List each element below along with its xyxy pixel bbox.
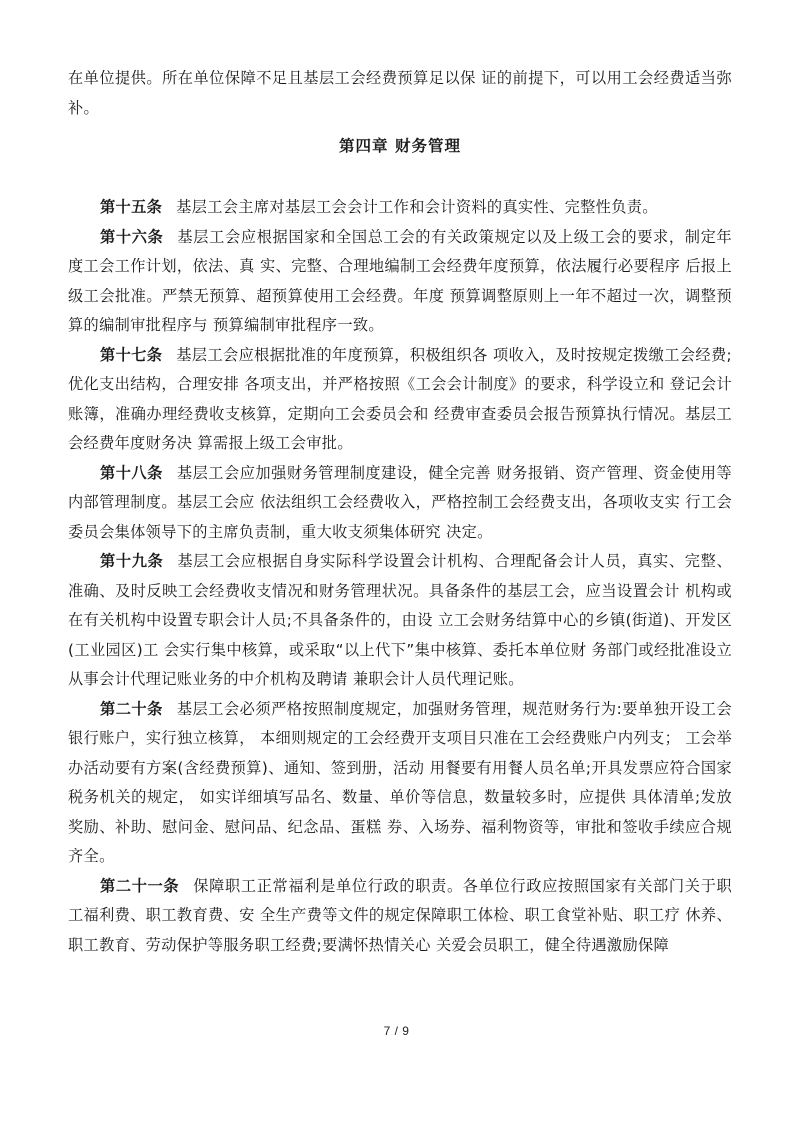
article-body: 保障职工正常福利是单位行政的职责。各单位行政应按照国家有关部门关于职工福利费、职工教育费、安 全生产费等文件的规定保障职工体检、职工食堂补贴、职工疗 休养、职工教育、劳动保护等服务职工经费;要满怀热情关心 关爱会员职工，健全待遇激励保障 <box>68 876 733 954</box>
article-title: 第十五条 <box>100 198 163 216</box>
intro-paragraph: 在单位提供。所在单位保障不足且基层工会经费预算足以保 证的前提下，可以用工会经费适当弥补。 <box>68 69 732 117</box>
article-title: 第十七条 <box>100 345 163 364</box>
article-15 <box>68 193 732 223</box>
article-19 <box>68 547 732 695</box>
article-16 <box>68 223 732 341</box>
article-title: 第十九条 <box>100 552 164 570</box>
article-17 <box>68 341 732 459</box>
article-body: 基层工会主席对基层工会会计工作和会计资料的真实性、完整性负责。 <box>176 198 658 216</box>
chapter-heading: 第四章 财务管理 <box>339 137 461 155</box>
article-body: 基层工会应加强财务管理制度建设，健全完善 财务报销、资产管理、资金使用等内部管理制度。基层工会应 依法组织工会经费收入，严格控制工会经费支出，各项收支实 行工会委员会集体领导下的主席负责制，重大收支须集体研究 决定。 <box>68 463 732 541</box>
article-21 <box>68 872 732 961</box>
article-title: 第二十一条 <box>100 876 180 895</box>
page-content <box>68 64 732 960</box>
article-body: 基层工会必须严格按照制度规定，加强财务管理，规范财务行为:要单独开设工会银行账户，实行独立核算， 本细则规定的工会经费开支项目只准在工会经费账户内列支； 工会举办活动要有方案(含经费预算)、通知、签到册，活动 用餐要有用餐人员名单;开具发票应符合国家税务机关的规定， 如实详细填写品名、数量、单价等信息，数量较多时，应提供 具体清单;发放奖励、补助、慰问金、慰问品、纪念品、蛋糕 券、入场券、福利物资等，审批和签收手续应合规齐全。 <box>68 699 732 865</box>
article-body: 基层工会应根据国家和全国总工会的有关政策规定以及上级工会的要求，制定年度工会工作计划，依法、真 实、完整、合理地编制工会经费年度预算，依法履行必要程序 后报上级工会批准。严禁无预算、超预算使用工会经费。年度 预算调整原则上一年不超过一次，调整预算的编制审批程序与 预算编制审批程序一致。 <box>68 227 732 334</box>
article-20 <box>68 695 732 872</box>
article-body: 基层工会应根据批准的年度预算，积极组织各 项收入，及时按规定拨缴工会经费;优化支出结构，合理安排 各项支出，并严格按照《工会会计制度》的要求，科学设立和 登记会计账簿，准确办理经费收支核算，定期向工会委员会和 经费审查委员会报告预算执行情况。基层工会经费年度财务决 算需报上级工会审批。 <box>68 345 732 452</box>
article-18 <box>68 459 732 548</box>
article-title: 第十八条 <box>100 463 163 482</box>
article-title: 第十六条 <box>100 227 164 246</box>
article-body: 基层工会应根据自身实际科学设置会计机构、合理配备会计人员，真实、完整、准确、及时反映工会经费收支情况和财务管理状况。具备条件的基层工会，应当设置会计 机构或在有关机构中设置专职会计人员;不具备条件的，由设 立工会财务结算中心的乡镇(街道)、开发区(工业园区)工 会实行集中核算，或采取“以上代下”集中核算、委托本单位财 务部门或经批准设立从事会计代理记账业务的中介机构及聘请 兼职会计人员代理记账。 <box>68 552 732 688</box>
article-title: 第二十条 <box>100 699 163 718</box>
page-number: 7 / 9 <box>383 1024 410 1038</box>
